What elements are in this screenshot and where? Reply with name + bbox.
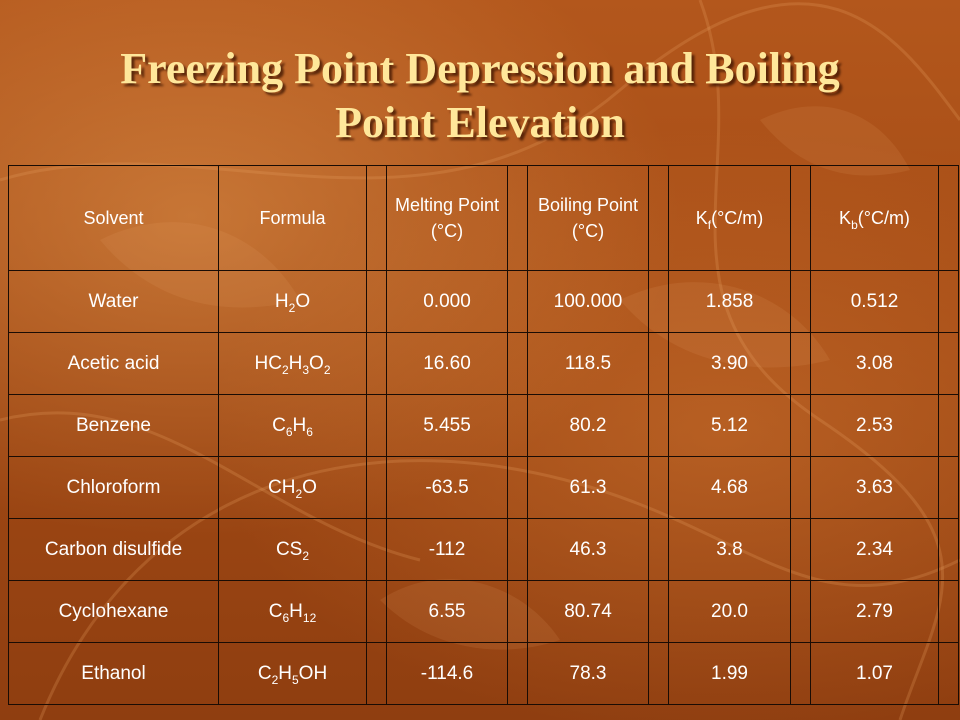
cell-solvent: Chloroform	[9, 457, 219, 519]
header-melting-point: Melting Point (°C)	[387, 166, 508, 271]
column-spacer	[649, 581, 669, 643]
cell-kb: 0.512	[811, 271, 939, 333]
cell-kb: 2.34	[811, 519, 939, 581]
column-spacer	[508, 581, 528, 643]
column-spacer	[939, 333, 959, 395]
cell-kb: 1.07	[811, 643, 939, 705]
column-spacer	[508, 519, 528, 581]
cell-formula: $C_6H_{12}$	[219, 581, 367, 643]
column-spacer	[791, 271, 811, 333]
column-spacer	[939, 581, 959, 643]
column-spacer	[649, 643, 669, 705]
cell-solvent: Acetic acid	[9, 333, 219, 395]
column-spacer	[939, 166, 959, 271]
cell-solvent: Benzene	[9, 395, 219, 457]
column-spacer	[939, 519, 959, 581]
cell-solvent: Cyclohexane	[9, 581, 219, 643]
column-spacer	[367, 333, 387, 395]
cell-solvent: Ethanol	[9, 643, 219, 705]
cell-kb: 3.08	[811, 333, 939, 395]
table-row	[9, 519, 959, 581]
cell-kf: 3.8	[669, 519, 791, 581]
cell-melting-point: 16.60	[387, 333, 508, 395]
cell-solvent: Carbon disulfide	[9, 519, 219, 581]
table-row	[9, 643, 959, 705]
column-spacer	[508, 271, 528, 333]
column-spacer	[649, 395, 669, 457]
column-spacer	[367, 457, 387, 519]
slide-title-line-1: Freezing Point Depression and Boiling	[120, 44, 840, 93]
column-spacer	[367, 166, 387, 271]
cell-kb: 2.53	[811, 395, 939, 457]
column-spacer	[791, 166, 811, 271]
column-spacer	[649, 271, 669, 333]
cell-boiling-point: 78.3	[528, 643, 649, 705]
column-spacer	[649, 166, 669, 271]
column-spacer	[939, 271, 959, 333]
cell-kf: 1.858	[669, 271, 791, 333]
solvent-constants-table	[8, 165, 959, 705]
column-spacer	[939, 395, 959, 457]
cell-formula: $C_2H_5OH$	[219, 643, 367, 705]
table-row	[9, 333, 959, 395]
table-row	[9, 271, 959, 333]
column-spacer	[649, 457, 669, 519]
column-spacer	[508, 643, 528, 705]
cell-formula: $H_2O$	[219, 271, 367, 333]
column-spacer	[508, 166, 528, 271]
column-spacer	[367, 395, 387, 457]
cell-boiling-point: 80.2	[528, 395, 649, 457]
column-spacer	[367, 519, 387, 581]
cell-boiling-point: 100.000	[528, 271, 649, 333]
cell-kb: 2.79	[811, 581, 939, 643]
cell-melting-point: 0.000	[387, 271, 508, 333]
cell-formula: $CH_2O$	[219, 457, 367, 519]
column-spacer	[649, 519, 669, 581]
cell-boiling-point: 118.5	[528, 333, 649, 395]
cell-boiling-point: 80.74	[528, 581, 649, 643]
header-kf: $K_f(^\circ C/m)$	[669, 166, 791, 271]
cell-melting-point: -63.5	[387, 457, 508, 519]
column-spacer	[367, 271, 387, 333]
cell-melting-point: 6.55	[387, 581, 508, 643]
cell-boiling-point: 61.3	[528, 457, 649, 519]
slide-title	[0, 42, 960, 150]
slide-title-line-2: Point Elevation	[335, 98, 625, 147]
cell-formula: $C_6H_6$	[219, 395, 367, 457]
column-spacer	[791, 457, 811, 519]
cell-melting-point: -114.6	[387, 643, 508, 705]
table-row	[9, 581, 959, 643]
column-spacer	[939, 643, 959, 705]
column-spacer	[508, 333, 528, 395]
cell-melting-point: 5.455	[387, 395, 508, 457]
table-header-row	[9, 166, 959, 271]
column-spacer	[367, 643, 387, 705]
cell-kf: 5.12	[669, 395, 791, 457]
column-spacer	[791, 333, 811, 395]
cell-boiling-point: 46.3	[528, 519, 649, 581]
cell-kf: 1.99	[669, 643, 791, 705]
column-spacer	[791, 519, 811, 581]
column-spacer	[367, 581, 387, 643]
cell-kf: 3.90	[669, 333, 791, 395]
column-spacer	[791, 395, 811, 457]
column-spacer	[649, 333, 669, 395]
column-spacer	[939, 457, 959, 519]
column-spacer	[508, 457, 528, 519]
header-kb: $K_b(^\circ C/m)$	[811, 166, 939, 271]
cell-melting-point: -112	[387, 519, 508, 581]
cell-formula: $CS_2$	[219, 519, 367, 581]
cell-kf: 20.0	[669, 581, 791, 643]
table-row	[9, 457, 959, 519]
cell-kf: 4.68	[669, 457, 791, 519]
header-boiling-point: Boiling Point (°C)	[528, 166, 649, 271]
column-spacer	[508, 395, 528, 457]
cell-kb: 3.63	[811, 457, 939, 519]
cell-solvent: Water	[9, 271, 219, 333]
cell-formula: $HC_2H_3O_2$	[219, 333, 367, 395]
column-spacer	[791, 581, 811, 643]
header-solvent: Solvent	[9, 166, 219, 271]
table-row	[9, 395, 959, 457]
column-spacer	[791, 643, 811, 705]
header-formula: Formula	[219, 166, 367, 271]
